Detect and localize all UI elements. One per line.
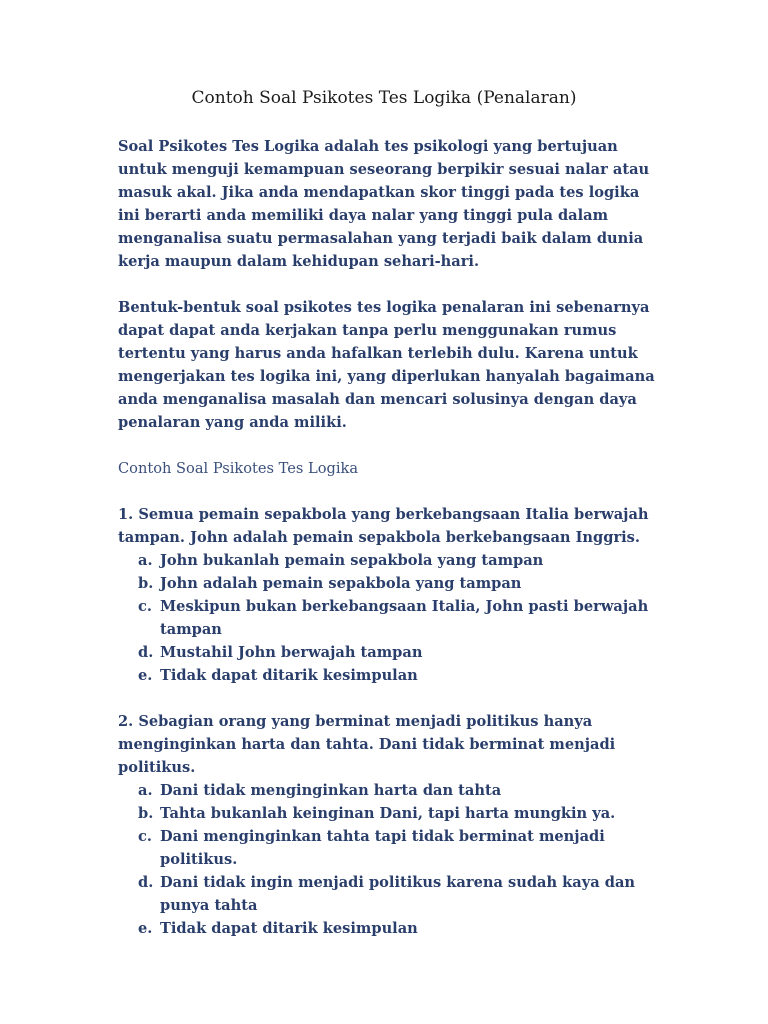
option-letter: a. xyxy=(138,782,153,799)
answer-option xyxy=(118,779,663,802)
option-text: John adalah pemain sepakbola yang tampan xyxy=(160,575,522,592)
option-text: Tahta bukanlah keinginan Dani, tapi harta mungkin ya. xyxy=(160,805,616,822)
answer-option xyxy=(118,664,663,687)
answer-option xyxy=(118,572,663,595)
option-text: Mustahil John berwajah tampan xyxy=(160,644,423,661)
answer-option xyxy=(118,595,663,641)
method-paragraph xyxy=(118,296,663,434)
option-text: Meskipun bukan berkebangsaan Italia, John pasti berwajah tampan xyxy=(160,598,649,638)
answer-option xyxy=(118,802,663,825)
option-text: Dani menginginkan tahta tapi tidak berminat menjadi politikus. xyxy=(160,828,605,868)
paragraph-text: Soal Psikotes Tes Logika adalah tes psikologi yang bertujuan untuk menguji kemampuan seseorang berpikir sesuai nalar atau masuk akal. Jika anda mendapatkan skor tinggi pada tes logika ini berarti anda memiliki daya nalar yang tinggi pula dalam menganalisa suatu permasalahan yang terjadi baik dalam dunia kerja maupun dalam kehidupan sehari-hari. xyxy=(118,138,650,270)
option-text: Tidak dapat ditarik kesimpulan xyxy=(160,920,418,937)
option-letter: a. xyxy=(138,552,153,569)
answer-option xyxy=(118,917,663,940)
question-text: 2. Sebagian orang yang berminat menjadi politikus hanya menginginkan harta dan tahta. Dani tidak berminat menjadi politikus. xyxy=(118,713,616,776)
answer-option xyxy=(118,825,663,871)
option-text: Dani tidak menginginkan harta dan tahta xyxy=(160,782,502,799)
answer-options xyxy=(118,779,663,940)
option-letter: d. xyxy=(138,644,154,661)
option-letter: b. xyxy=(138,805,154,822)
answer-option xyxy=(118,641,663,664)
option-text: John bukanlah pemain sepakbola yang tampan xyxy=(160,552,544,569)
intro-paragraph xyxy=(118,135,663,273)
answer-option xyxy=(118,871,663,917)
answer-options xyxy=(118,549,663,687)
option-letter: d. xyxy=(138,874,154,891)
option-letter: e. xyxy=(138,667,153,684)
option-letter: b. xyxy=(138,575,154,592)
option-text: Dani tidak ingin menjadi politikus karena sudah kaya dan punya tahta xyxy=(160,874,636,914)
question-text: 1. Semua pemain sepakbola yang berkebangsaan Italia berwajah tampan. John adalah pemain sepakbola berkebangsaan Inggris. xyxy=(118,506,649,546)
option-text: Tidak dapat ditarik kesimpulan xyxy=(160,667,418,684)
question-1 xyxy=(118,503,663,687)
option-letter: c. xyxy=(138,598,152,615)
option-letter: e. xyxy=(138,920,153,937)
option-letter: c. xyxy=(138,828,152,845)
section-subheading: Contoh Soal Psikotes Tes Logika xyxy=(118,460,359,477)
answer-option xyxy=(118,549,663,572)
paragraph-text: Bentuk-bentuk soal psikotes tes logika penalaran ini sebenarnya dapat dapat anda kerjakan tanpa perlu menggunakan rumus tertentu yang harus anda hafalkan terlebih dulu. Karena untuk mengerjakan tes logika ini, yang diperlukan hanyalah bagaimana anda menganalisa masalah dan mencari solusinya dengan daya penalaran yang anda miliki. xyxy=(118,299,655,431)
document-title: Contoh Soal Psikotes Tes Logika (Penalaran) xyxy=(191,88,577,108)
question-2 xyxy=(118,710,663,940)
